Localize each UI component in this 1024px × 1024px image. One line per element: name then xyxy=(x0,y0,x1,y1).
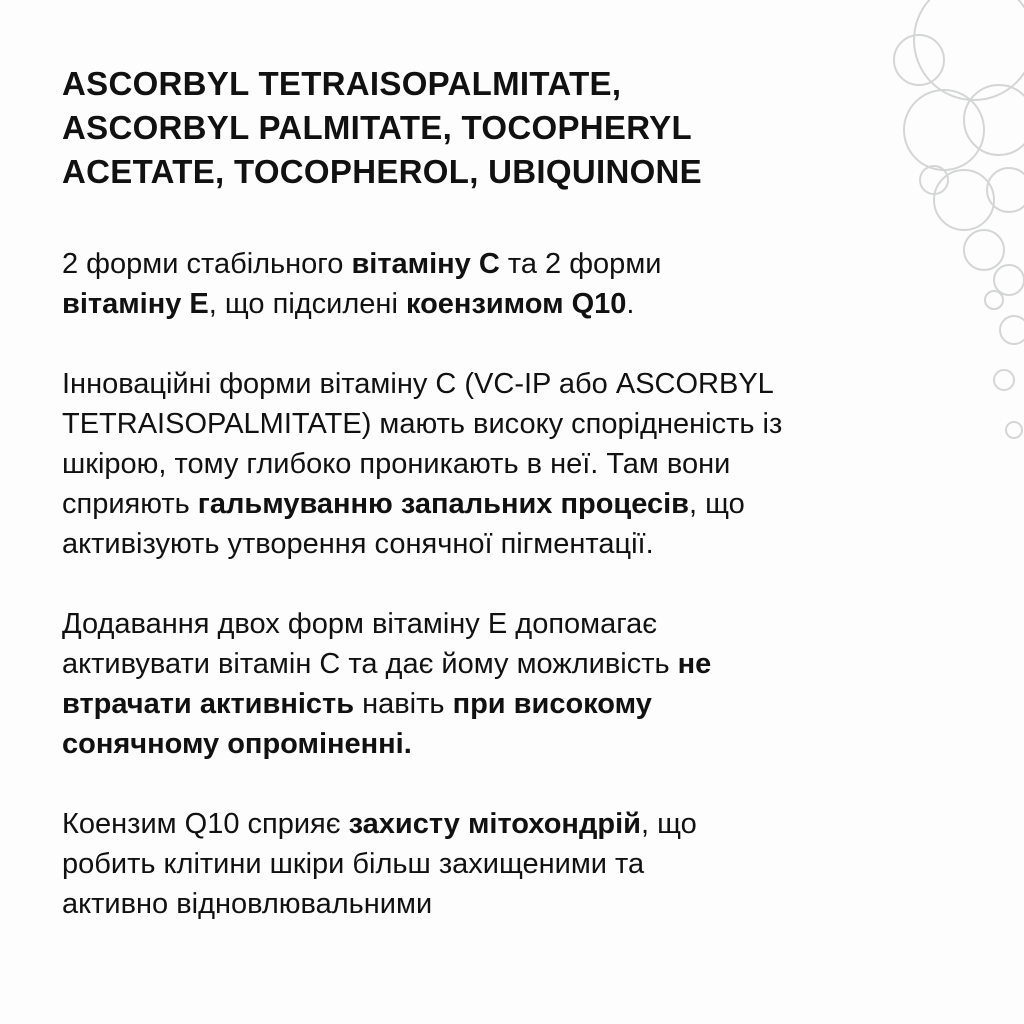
text: , що xyxy=(689,488,745,520)
text: TETRAISOPALMITATE) мають високу спорідненість із xyxy=(62,408,783,440)
text: . xyxy=(626,288,635,320)
text: , що підсилені xyxy=(208,288,406,320)
bubbles-decoration xyxy=(824,0,1024,560)
text: робить клітини шкіри більш захищеними та xyxy=(62,848,645,880)
paragraph-line xyxy=(62,364,782,404)
text: та 2 форми xyxy=(499,248,662,280)
bold-text: захисту мітохондрій xyxy=(348,808,641,840)
paragraph-line xyxy=(62,524,782,564)
text: Інноваційні форми вітаміну С (VC-IP або ASCORBYL xyxy=(62,368,774,400)
paragraph-vitamin-e xyxy=(62,604,711,764)
heading-line: ASCORBYL PALMITATE, TOCOPHERYL xyxy=(62,109,692,146)
text: шкірою, тому глибоко проникають в неї. Там вони xyxy=(62,448,731,480)
bold-text: при високому xyxy=(452,688,652,720)
paragraph-line xyxy=(62,444,782,484)
paragraph-line xyxy=(62,644,711,684)
text: активувати вітамін С та дає йому можливість xyxy=(62,648,678,680)
bold-text: вітаміну С xyxy=(351,248,500,280)
paragraph-line xyxy=(62,284,661,324)
paragraph-line xyxy=(62,884,697,924)
paragraph-line xyxy=(62,484,782,524)
bold-text: втрачати активність xyxy=(62,688,355,720)
paragraph-line xyxy=(62,804,697,844)
text: 2 форми стабільного xyxy=(62,248,352,280)
bold-text: не xyxy=(677,648,712,680)
paragraph-line xyxy=(62,684,711,724)
paragraph-line xyxy=(62,724,711,764)
paragraph-vitamins-intro xyxy=(62,244,661,324)
text: активізують утворення сонячної пігментації. xyxy=(62,528,654,560)
paragraph-line xyxy=(62,244,661,284)
bold-text: сонячному опроміненні. xyxy=(62,728,412,760)
heading-line: ACETATE, TOCOPHEROL, UBIQUINONE xyxy=(62,153,702,190)
heading-line: ASCORBYL TETRAISOPALMITATE, xyxy=(62,65,622,102)
paragraph-vitamin-c xyxy=(62,364,782,564)
bold-text: вітаміну Е xyxy=(62,288,209,320)
paragraph-coenzyme-q10 xyxy=(62,804,697,924)
text: Додавання двох форм вітаміну Е допомагає xyxy=(62,608,658,640)
bold-text: гальмуванню запальних процесів xyxy=(197,488,689,520)
text: навіть xyxy=(354,688,453,720)
text: , що xyxy=(640,808,697,840)
text: активно відновлювальними xyxy=(62,888,433,920)
paragraph-line xyxy=(62,604,711,644)
text: сприяють xyxy=(62,488,198,520)
bold-text: коензимом Q10 xyxy=(405,288,627,320)
paragraph-line xyxy=(62,404,782,444)
paragraph-line xyxy=(62,844,697,884)
text: Коензим Q10 сприяє xyxy=(62,808,349,840)
ingredients-heading xyxy=(62,62,702,194)
